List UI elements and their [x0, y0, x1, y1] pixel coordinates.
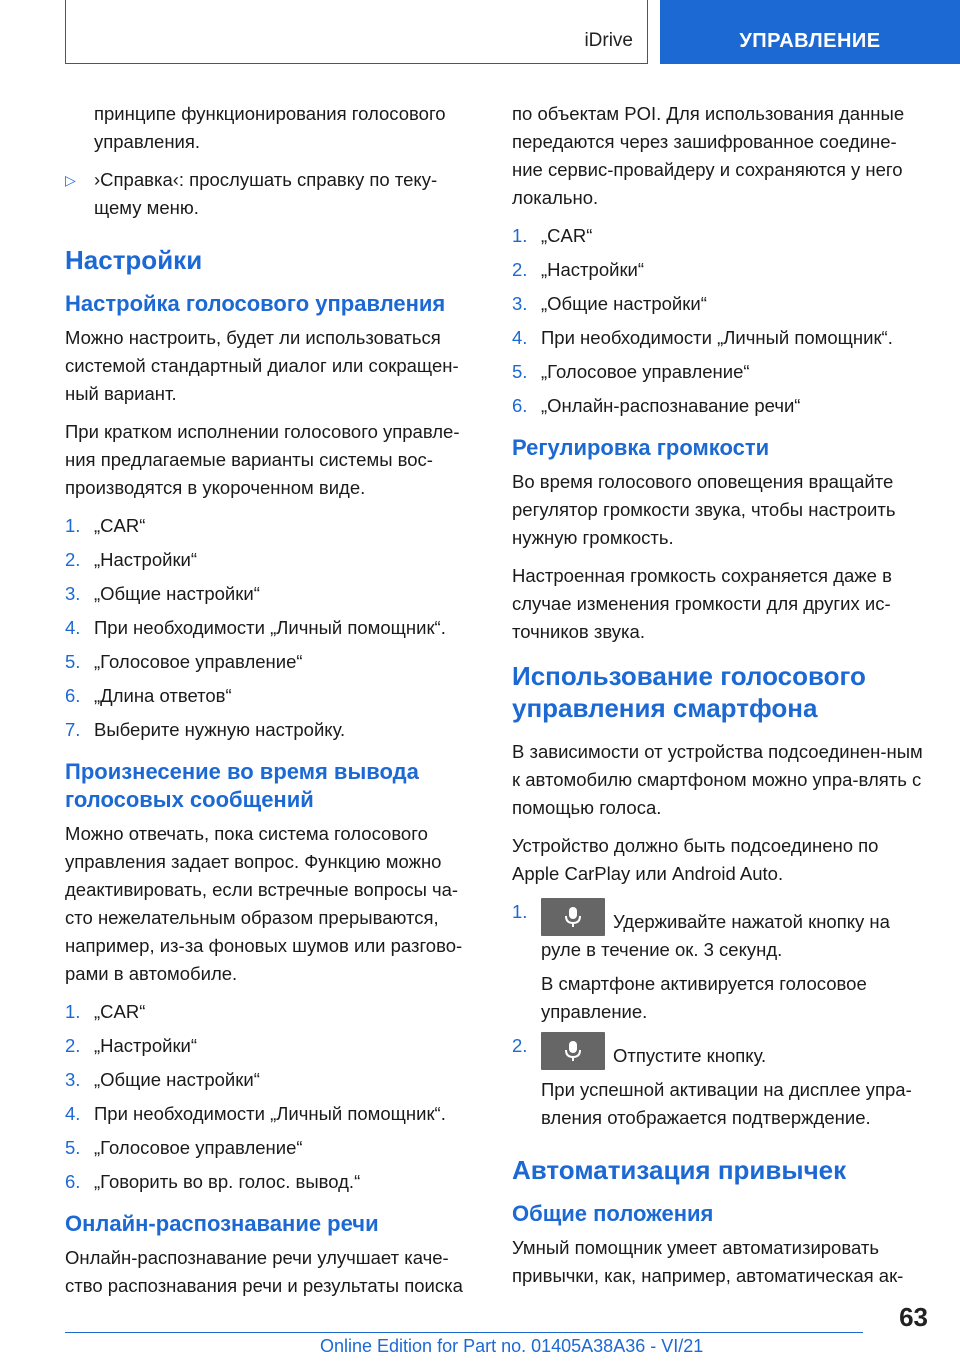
list-item: 1. „CAR“	[65, 515, 146, 536]
list-item: 6. „Онлайн-распознавание речи“	[512, 395, 801, 416]
steps-list-1	[65, 512, 477, 744]
paragraph: Во время голосового оповещения вращайте регулятор громкости звука, чтобы настроить нужную громкость.	[512, 471, 896, 548]
list-item: 7. Выберите нужную настройку.	[65, 719, 346, 740]
paragraph: При кратком исполнении голосового управле-ния предлагаемые варианты системы вос-производятся в укороченном виде.	[65, 421, 460, 498]
paragraph: Умный помощник умеет автоматизировать привычки, как, например, автоматическая ак-	[512, 1237, 904, 1286]
heading-settings: Настройки	[65, 245, 203, 275]
heading-habit-automation: Автоматизация привычек	[512, 1155, 847, 1185]
microphone-icon	[563, 1040, 583, 1062]
voice-button-image	[541, 898, 605, 936]
list-item: 5. „Голосовое управление“	[512, 361, 750, 382]
left-column	[65, 100, 477, 1310]
list-item: 6. „Говорить во вр. голос. вывод.“	[65, 1171, 361, 1192]
list-item: 3. „Общие настройки“	[65, 1069, 260, 1090]
footer-edition: Online Edition for Part no. 01405A38A36 - VI/21	[320, 1336, 704, 1356]
heading-general: Общие положения	[512, 1201, 714, 1226]
list-item: 4. При необходимости „Личный помощник“.	[65, 1103, 446, 1124]
paragraph: по объектам POI. Для использования данные передаются через зашифрованное соедине-ние сервис-провайдеру и сохраняются у него локально.	[512, 103, 905, 208]
list-item: 1. Удерживайте нажатой кнопку на руле в течение ок. 3 секунд. В смартфоне активируется голосовое управление.	[512, 898, 924, 1026]
list-item: 5. „Голосовое управление“	[65, 651, 303, 672]
header-frame	[65, 0, 648, 64]
paragraph: В зависимости от устройства подсоединен-ным к автомобилю смартфоном можно упра-влять с помощью голоса.	[512, 741, 923, 818]
steps-list-2	[65, 998, 477, 1196]
heading-volume: Регулировка громкости	[512, 435, 770, 460]
list-item: 5. „Голосовое управление“	[65, 1137, 303, 1158]
step-note: При успешной активации на дисплее упра-вления отображается подтверждение.	[541, 1079, 912, 1128]
list-item: 2. Отпустите кнопку. При успешной активации на дисплее упра-вления отображается подтверждение.	[512, 1032, 924, 1132]
voice-button-image	[541, 1032, 605, 1070]
bullet-text: ›Справка‹: прослушать справку по теку-щему меню.	[94, 169, 438, 218]
section-label: iDrive	[584, 30, 633, 51]
list-item: 6. „Длина ответов“	[65, 685, 232, 706]
step-note: В смартфоне активируется голосовое управление.	[541, 973, 867, 1022]
list-item: 3. „Общие настройки“	[512, 293, 707, 314]
steps-list-4	[512, 898, 924, 1132]
chapter-tab[interactable]: УПРАВЛЕНИЕ	[660, 0, 960, 64]
heading-online-recognition: Онлайн-распознавание речи	[65, 1211, 379, 1236]
paragraph: Устройство должно быть подсоединено по Apple CarPlay или Android Auto.	[512, 835, 879, 884]
list-item: 3. „Общие настройки“	[65, 583, 260, 604]
footer-divider	[65, 1332, 863, 1333]
heading-barge-in: Произнесение во время вывода голосовых сообщений	[65, 759, 419, 812]
heading-voice-settings: Настройка голосового управления	[65, 291, 446, 316]
list-item: 1. „CAR“	[512, 225, 593, 246]
steps-list-3	[512, 222, 924, 420]
triangle-bullet-icon: ▷	[65, 172, 76, 188]
list-item: 2. „Настройки“	[65, 549, 198, 570]
page-number: 63	[899, 1302, 928, 1332]
right-column	[512, 100, 924, 1300]
list-item: 1. „CAR“	[65, 1001, 146, 1022]
list-item: 4. При необходимости „Личный помощник“.	[512, 327, 893, 348]
paragraph: Можно отвечать, пока система голосового управления задает вопрос. Функцию можно деактивировать, если встречные вопросы ча-сто нежелательным образом прерываются, например, из-за фоновых шумов или разгово-рами в автомобиле.	[65, 823, 463, 984]
continued-paragraph: принципе функционирования голосового управления.	[94, 103, 446, 152]
heading-smartphone-voice: Использование голосового управления смартфона	[512, 661, 866, 723]
list-item: 2. „Настройки“	[65, 1035, 198, 1056]
list-item: 4. При необходимости „Личный помощник“.	[65, 617, 446, 638]
paragraph: Онлайн-распознавание речи улучшает каче-ство распознавания речи и результаты поиска	[65, 1247, 463, 1296]
paragraph: Настроенная громкость сохраняется даже в случае изменения громкости для других ис-точников звука.	[512, 565, 892, 642]
list-item: 2. „Настройки“	[512, 259, 645, 280]
microphone-icon	[563, 906, 583, 928]
bullet-item	[65, 166, 477, 222]
paragraph: Можно настроить, будет ли использоваться системой стандартный диалог или сокращен-ный вариант.	[65, 327, 459, 404]
